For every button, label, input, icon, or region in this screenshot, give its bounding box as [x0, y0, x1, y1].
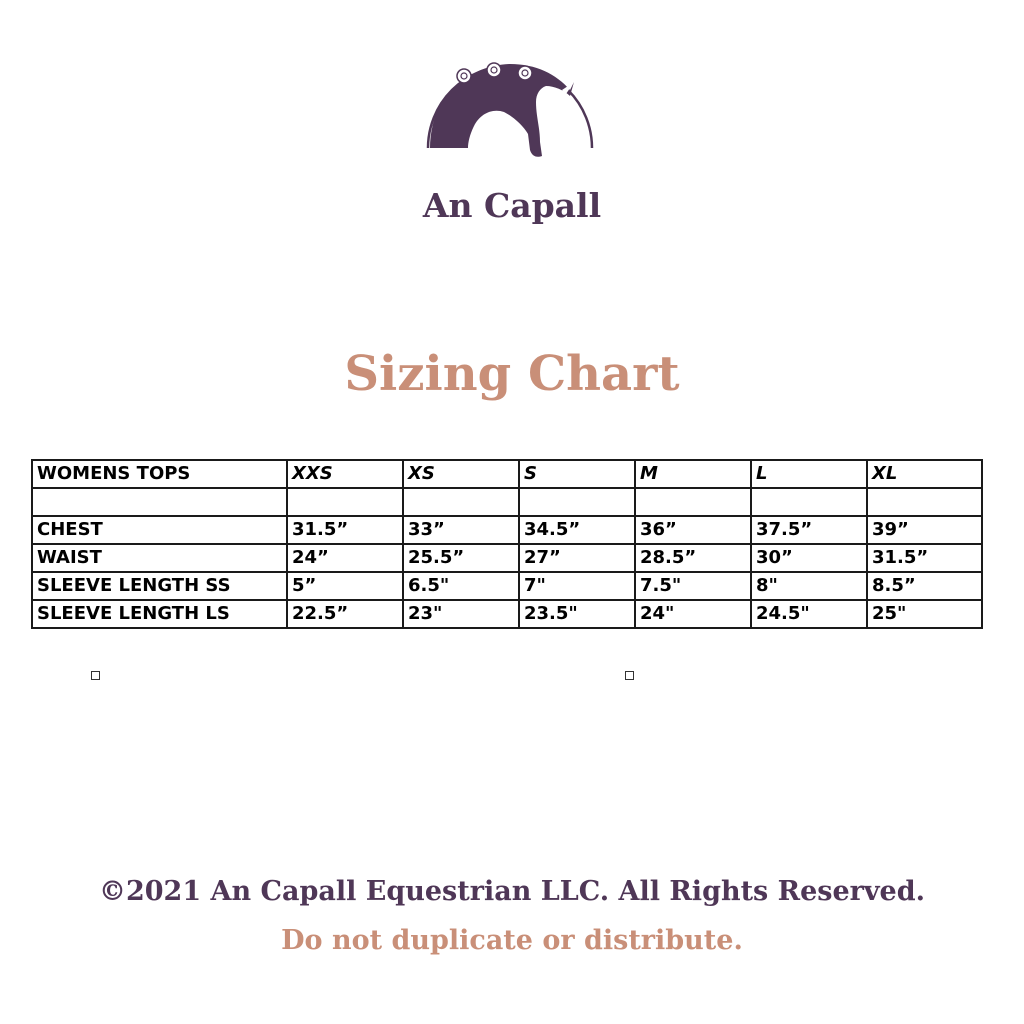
table-cell: 31.5”	[867, 544, 982, 572]
empty-cell	[519, 488, 635, 516]
size-header: M	[635, 460, 751, 488]
table-row	[32, 516, 982, 544]
empty-cell	[867, 488, 982, 516]
table-cell: 39”	[867, 516, 982, 544]
table-cell: 23.5"	[519, 600, 635, 628]
size-header: S	[519, 460, 635, 488]
table-spacer-row	[32, 488, 982, 516]
empty-checkbox-icon	[625, 671, 634, 680]
row-label: CHEST	[32, 516, 287, 544]
table-cell: 25"	[867, 600, 982, 628]
row-label: SLEEVE LENGTH LS	[32, 600, 287, 628]
copyright-text: ©2021 An Capall Equestrian LLC. All Rights Reserved.	[98, 876, 926, 907]
table-row	[32, 544, 982, 572]
table-row	[32, 572, 982, 600]
empty-cell	[32, 488, 287, 516]
table-cell: 22.5”	[287, 600, 403, 628]
empty-cell	[751, 488, 867, 516]
row-label: WAIST	[32, 544, 287, 572]
table-cell: 7"	[519, 572, 635, 600]
size-header: XXS	[287, 460, 403, 488]
table-cell: 8.5”	[867, 572, 982, 600]
empty-cell	[403, 488, 519, 516]
table-cell: 31.5”	[287, 516, 403, 544]
table-row	[32, 600, 982, 628]
table-cell: 8"	[751, 572, 867, 600]
empty-cell	[635, 488, 751, 516]
sizing-table	[31, 459, 983, 629]
empty-cell	[287, 488, 403, 516]
table-cell: 30”	[751, 544, 867, 572]
empty-checkbox-icon	[91, 671, 100, 680]
page-title: Sizing Chart	[344, 346, 680, 402]
table-cell: 6.5"	[403, 572, 519, 600]
table-cell: 28.5”	[635, 544, 751, 572]
size-header: XS	[403, 460, 519, 488]
table-cell: 27”	[519, 544, 635, 572]
table-cell: 7.5"	[635, 572, 751, 600]
table-cell: 33”	[403, 516, 519, 544]
table-header-row	[32, 460, 982, 488]
horse-head-logo-icon	[424, 30, 596, 160]
size-header: XL	[867, 460, 982, 488]
table-cell: 24.5"	[751, 600, 867, 628]
table-cell: 34.5”	[519, 516, 635, 544]
size-header: L	[751, 460, 867, 488]
brand-name: An Capall	[422, 186, 602, 225]
table-cell: 36”	[635, 516, 751, 544]
row-label: SLEEVE LENGTH SS	[32, 572, 287, 600]
table-cell: 5”	[287, 572, 403, 600]
table-cell: 37.5”	[751, 516, 867, 544]
table-cell: 24”	[287, 544, 403, 572]
table-corner-label: WOMENS TOPS	[32, 460, 287, 488]
table-cell: 25.5”	[403, 544, 519, 572]
table-cell: 23"	[403, 600, 519, 628]
distribution-notice: Do not duplicate or distribute.	[281, 925, 743, 956]
table-cell: 24"	[635, 600, 751, 628]
